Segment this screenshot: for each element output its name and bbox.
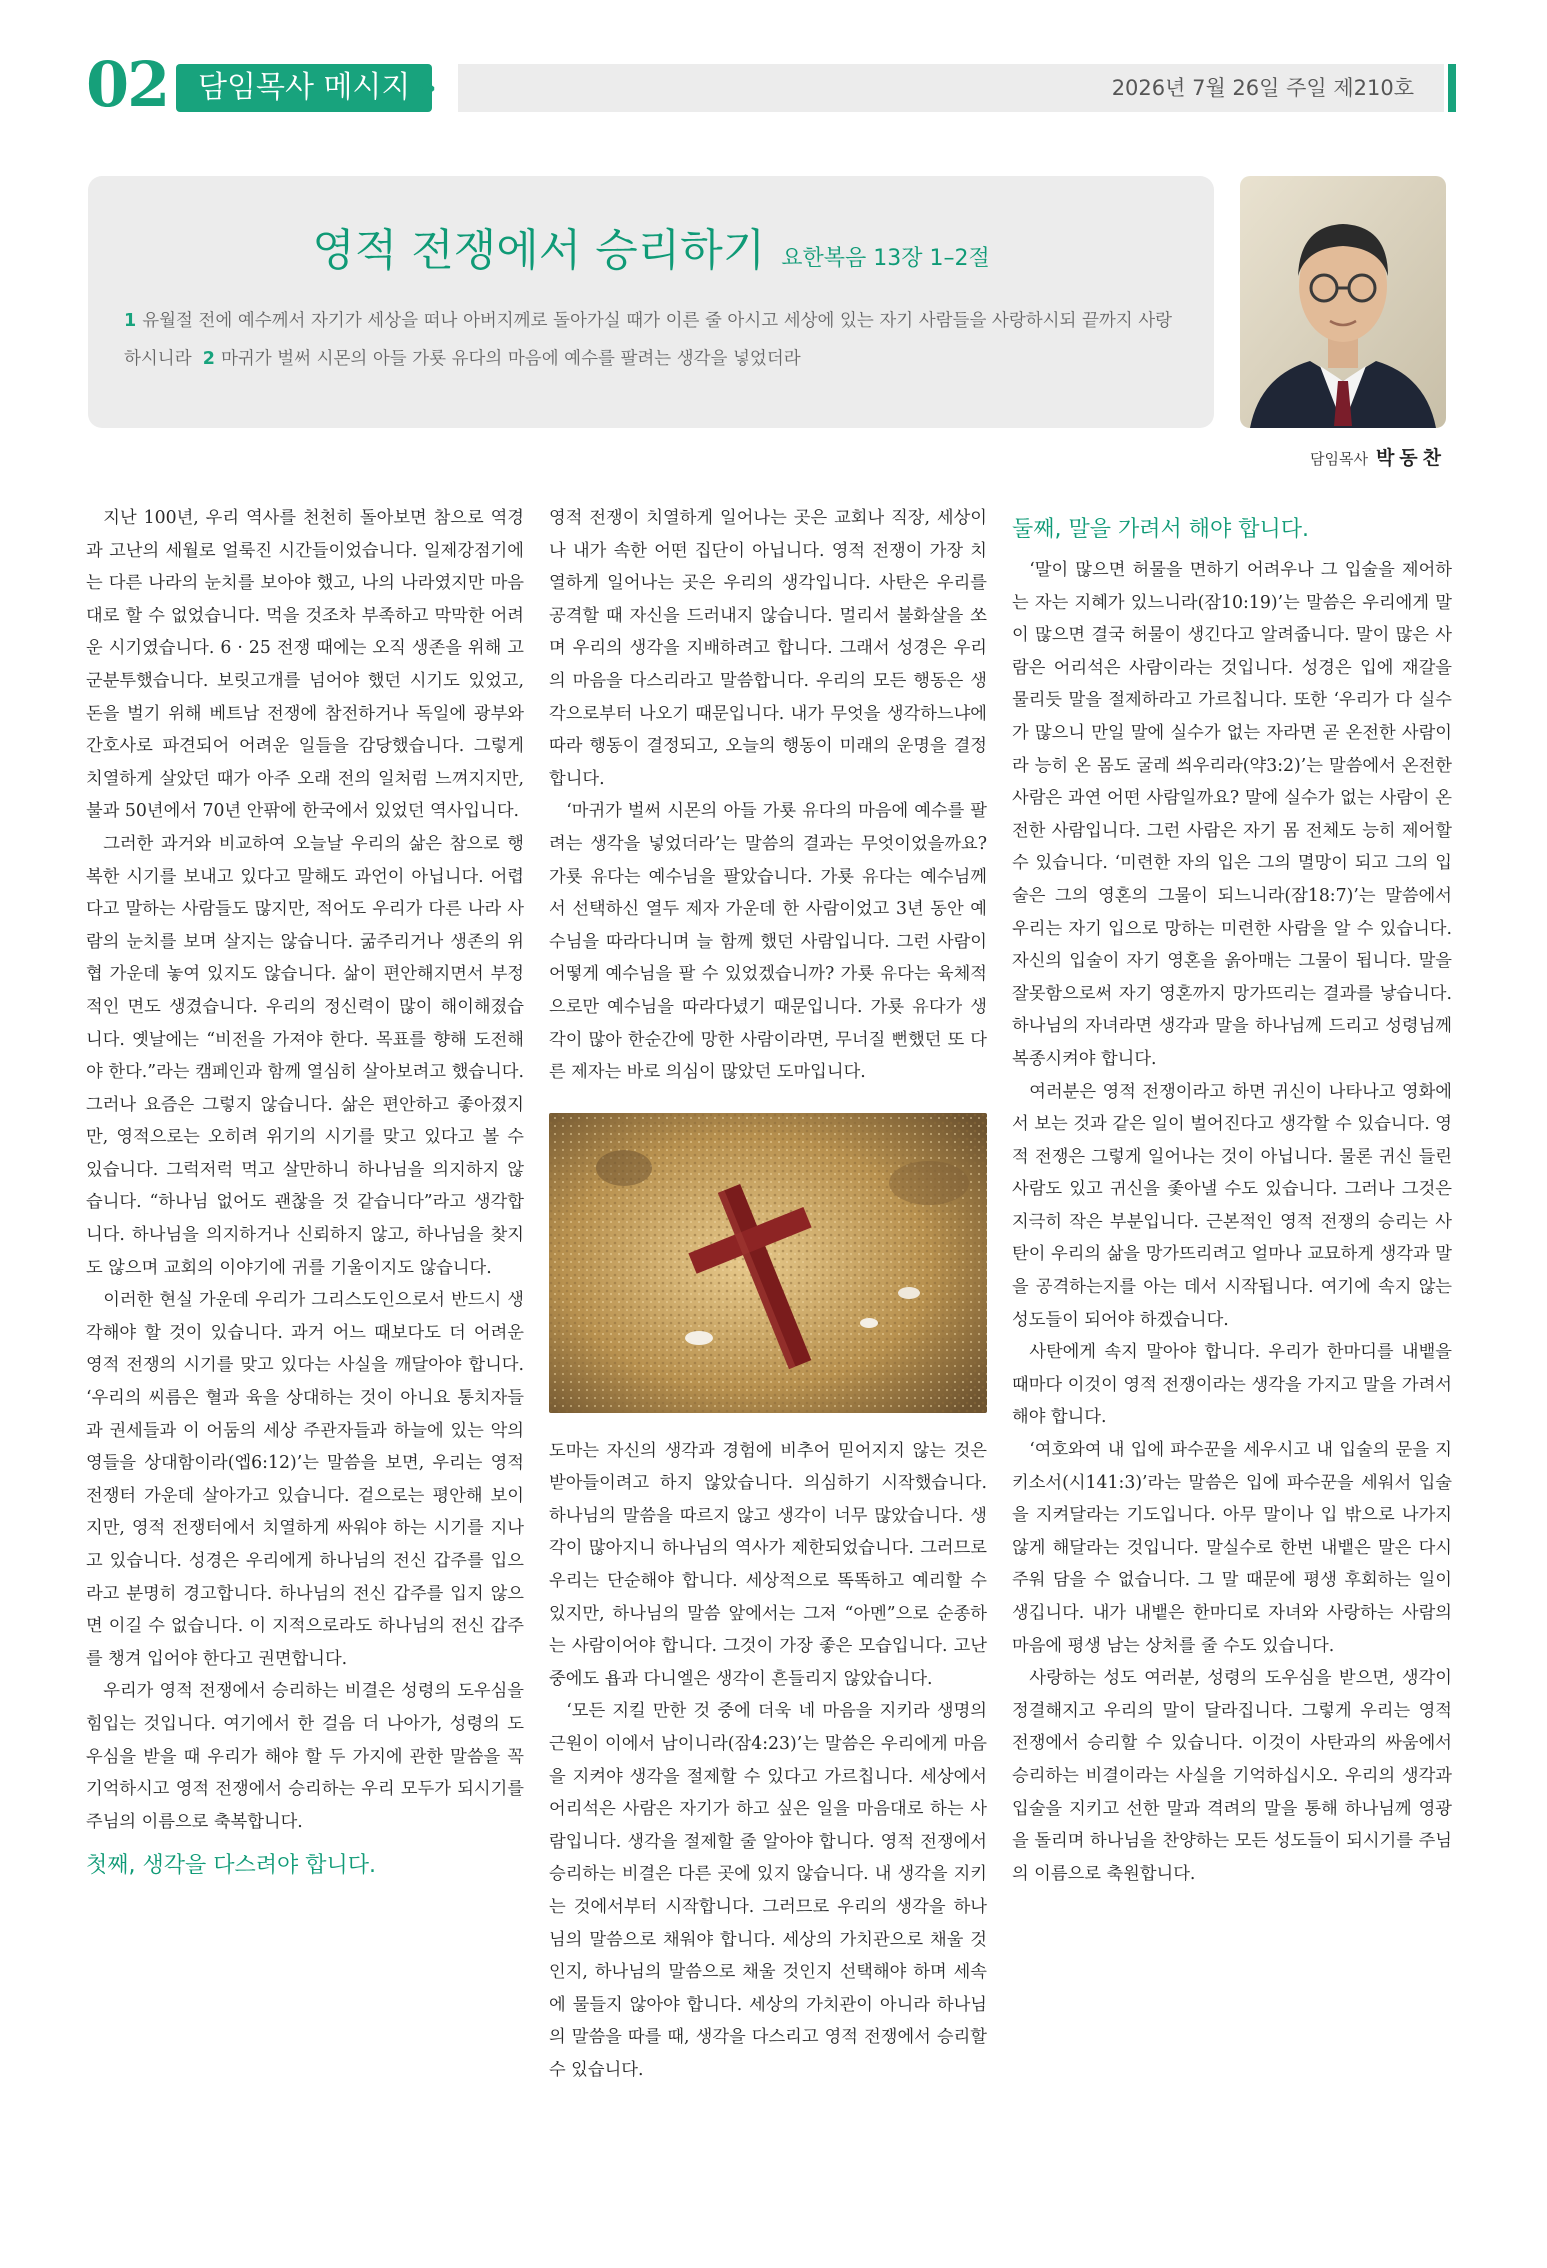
column-3	[1012, 502, 1452, 1890]
paragraph: 영적 전쟁이 치열하게 일어나는 곳은 교회나 직장, 세상이나 내가 속한 어떤 집단이 아닙니다. 영적 전쟁이 가장 치열하게 일어나는 곳은 우리의 생각입니다. 사탄은 우리를 공격할 때 자신을 드러내지 않습니다. 멀리서 불화살을 쏘며 우리의 생각을 지배하려고 합니다. 그래서 성경은 우리의 마음을 다스리라고 말씀합니다. 우리의 모든 행동은 생각으로부터 나오기 때문입니다. 내가 무엇을 생각하느냐에 따라 행동이 결정되고, 오늘의 행동이 미래의 운명을 결정합니다.	[549, 508, 987, 789]
column-1	[86, 502, 524, 1890]
sermon-heading	[88, 214, 1214, 278]
paragraph: 사랑하는 성도 여러분, 성령의 도우심을 받으면, 생각이 정결해지고 우리의 말이 달라집니다. 그렇게 우리는 영적 전쟁에서 승리할 수 있습니다. 이것이 사탄과의 싸움에서 승리하는 비결이라는 사실을 기억하십시오. 우리의 생각과 입술을 지키고 선한 말과 격려의 말을 통해 하나님께 영광을 돌리며 하나님을 찬양하는 모든 성도들이 되시기를 주님의 이름으로 축원합니다.	[1012, 1668, 1452, 1884]
sermon-title: 영적 전쟁에서 승리하기	[312, 225, 766, 276]
scripture-reference: 요한복음 13장 1–2절	[781, 246, 990, 271]
cross-in-sand-image	[549, 1113, 987, 1413]
verse-text: 마귀가 벌써 시몬의 아들 가룟 유다의 마음에 예수를 팔려는 생각을 넣었더라	[220, 349, 801, 369]
paragraph: 그러한 과거와 비교하여 오늘날 우리의 삶은 참으로 행복한 시기를 보내고 있다고 말해도 과언이 아닙니다. 어렵다고 말하는 사람들도 많지만, 적어도 우리가 다른 나라 사람의 눈치를 보며 살지는 않습니다. 굶주리거나 생존의 위협 가운데 놓여 있지도 않습니다. 삶이 편안해지면서 부정적인 면도 생겼습니다. 우리의 정신력이 많이 해이해졌습니다. 옛날에는 “비전을 가져야 한다. 목표를 향해 도전해야 한다.”라는 캠페인과 함께 열심히 살아보려고 했습니다. 그러나 요즘은 그렇지 않습니다. 삶은 편안하고 좋아졌지만, 영적으로는 오히려 위기의 시기를 맞고 있다고 볼 수 있습니다. 그럭저럭 먹고 살만하니 하나님을 의지하지 않습니다. “하나님 없어도 괜찮을 것 같습니다”라고 생각합니다. 하나님을 의지하거나 신뢰하지 않고, 하나님을 찾지도 않으며 교회의 이야기에 귀를 기울이지도 않습니다.	[86, 833, 524, 1278]
header-bar	[458, 64, 1444, 112]
pastor-name: 박동찬	[1375, 447, 1446, 469]
paragraph: 사탄에게 속지 말아야 합니다. 우리가 한마디를 내뱉을 때마다 이것이 영적 전쟁이라는 생각을 가지고 말을 가려서 해야 합니다.	[1012, 1342, 1452, 1428]
pastor-caption	[1240, 443, 1446, 470]
paragraph: 우리가 영적 전쟁에서 승리하는 비결은 성령의 도우심을 힘입는 것입니다. 여기에서 한 걸음 더 나아가, 성령의 도우심을 받을 때 우리가 해야 할 두 가지에 관한 말씀을 꼭 기억하시고 영적 전쟁에서 승리하는 우리 모두가 되시기를 주님의 이름으로 축복합니다.	[86, 1681, 524, 1832]
subheading-speech: 둘째, 말을 가려서 해야 합니다.	[1012, 517, 1309, 542]
paragraph: 여러분은 영적 전쟁이라고 하면 귀신이 나타나고 영화에서 보는 것과 같은 일이 벌어진다고 생각할 수 있습니다. 영적 전쟁은 그렇게 일어나는 것이 아닙니다. 물론 귀신 들린 사람도 있고 귀신을 좇아낼 수도 있습니다. 그러나 그것은 지극히 작은 부분입니다. 근본적인 영적 전쟁의 승리는 사탄이 우리의 삶을 망가뜨리려고 얼마나 교묘하게 생각과 말을 공격하는지를 아는 데서 시작됩니다. 여기에 속지 않는 성도들이 되어야 하겠습니다.	[1012, 1081, 1452, 1330]
scripture-verses	[124, 302, 1184, 378]
paragraph: ‘모든 지킬 만한 것 중에 더욱 네 마음을 지키라 생명의 근원이 이에서 남이니라(잠4:23)’는 말씀은 우리에게 마음을 지켜야 생각을 절제할 수 있다고 가르칩니다. 세상에서 어리석은 사람은 자기가 하고 싶은 일을 마음대로 하는 사람입니다. 생각을 절제할 줄 알아야 합니다. 영적 전쟁에서 승리하는 비결은 다른 곳에 있지 않습니다. 내 생각을 지키는 것에서부터 시작합니다. 그러므로 우리의 생각을 하나님의 말씀으로 채워야 합니다. 세상의 가치관으로 채울 것인지, 하나님의 말씀으로 채울 것인지 선택해야 하며 세속에 물들지 않아야 합니다. 세상의 가치관이 아니라 하나님의 말씀을 따를 때, 생각을 다스리고 영적 전쟁에서 승리할 수 있습니다.	[549, 1701, 987, 2080]
issue-date: 2026년 7월 26일 주일 제210호	[1111, 76, 1414, 100]
page-header	[86, 48, 1456, 121]
section-label: 담임목사 메시지	[176, 64, 432, 112]
paragraph: ‘여호와여 내 입에 파수꾼을 세우시고 내 입술의 문을 지키소서(시141:3)’라는 말씀은 입에 파수꾼을 세워서 입술을 지켜달라는 기도입니다. 아무 말이나 입 밖으로 나가지 않게 해달라는 것입니다. 말실수로 한번 내뱉은 말은 다시 주워 담을 수 없습니다. 그 말 때문에 평생 후회하는 일이 생깁니다. 내가 내뱉은 한마디로 자녀와 사랑하는 사람의 마음에 평생 남는 상처를 줄 수도 있습니다.	[1012, 1440, 1452, 1656]
verse-text: 유월절 전에 예수께서 자기가 세상을 떠나 아버지께로 돌아가실 때가 이른 줄 아시고 세상에 있는 자기 사람들을 사랑하시되 끝까지 사랑하시니라	[124, 311, 1173, 369]
scripture-box	[88, 176, 1214, 428]
paragraph: 도마는 자신의 생각과 경험에 비추어 믿어지지 않는 것은 받아들이려고 하지 않았습니다. 의심하기 시작했습니다. 하나님의 말씀을 따르지 않고 생각이 너무 많았습니다. 생각이 많아지니 하나님의 역사가 제한되었습니다. 그러므로 우리는 단순해야 합니다. 세상적으로 똑똑하고 예리할 수 있지만, 하나님의 말씀 앞에서는 그저 “아멘”으로 순종하는 사람이어야 합니다. 그것이 가장 좋은 모습입니다. 고난 중에도 욥과 다니엘은 생각이 흔들리지 않았습니다.	[549, 1440, 987, 1689]
header-accent	[1448, 64, 1456, 112]
paragraph: ‘말이 많으면 허물을 면하기 어려우나 그 입술을 제어하는 자는 지혜가 있느니라(잠10:19)’는 말씀은 우리에게 말이 많으면 결국 허물이 생긴다고 알려줍니다. 말이 많은 사람은 어리석은 사람이라는 것입니다. 성경은 입에 재갈을 물리듯 말을 절제하라고 가르칩니다. 또한 ‘우리가 다 실수가 많으니 만일 말에 실수가 없는 자라면 곧 온전한 사람이라 능히 온 몸도 굴레 씌우리라(약3:2)’는 말씀에서 온전한 사람은 과연 어떤 사람일까요? 말에 실수가 없는 사람이 온전한 사람입니다. 그런 사람은 자기 몸 전체도 능히 제어할 수 있습니다. ‘미련한 자의 입은 그의 멸망이 되고 그의 입술은 그의 영혼의 그물이 되느니라(잠18:7)’는 말씀에서 우리는 자기 입으로 망하는 미련한 사람을 알 수 있습니다. 자신의 입술이 자기 영혼을 옭아매는 그물이 됩니다. 말을 잘못함으로써 자기 영혼까지 망가뜨리는 결과를 낳습니다. 하나님의 자녀라면 생각과 말을 하나님께 드리고 성령님께 복종시켜야 합니다.	[1012, 560, 1452, 1069]
paragraph: 이러한 현실 가운데 우리가 그리스도인으로서 반드시 생각해야 할 것이 있습니다. 과거 어느 때보다도 더 어려운 영적 전쟁의 시기를 맞고 있다는 사실을 깨달아야 합니다. ‘우리의 씨름은 혈과 육을 상대하는 것이 아니요 통치자들과 권세들과 이 어둠의 세상 주관자들과 하늘에 있는 악의 영들을 상대함이라(엡6:12)’는 말씀을 보면, 우리는 영적 전쟁터 가운데 살아가고 있습니다. 겉으로는 평안해 보이지만, 영적 전쟁터에서 치열하게 싸워야 하는 시기를 지나고 있습니다. 성경은 우리에게 하나님의 전신 갑주를 입으라고 분명히 경고합니다. 하나님의 전신 갑주를 입지 않으면 이길 수 없습니다. 이 지적으로라도 하나님의 전신 갑주를 챙겨 입어야 한다고 권면합니다.	[86, 1290, 524, 1669]
paragraph: ‘마귀가 벌써 시몬의 아들 가룟 유다의 마음에 예수를 팔려는 생각을 넣었더라’는 말씀의 결과는 무엇이었을까요? 가룟 유다는 예수님을 팔았습니다. 가룟 유다는 예수님께서 선택하신 열두 제자 가운데 한 사람이었고 3년 동안 예수님을 따라다니며 늘 함께 했던 사람입니다. 그런 사람이 어떻게 예수님을 팔 수 있었겠습니까? 가룟 유다는 육체적으로만 예수님을 따라다녔기 때문입니다. 가룟 유다가 생각이 많아 한순간에 망한 사람이라면, 무너질 뻔했던 또 다른 제자는 바로 의심이 많았던 도마입니다.	[549, 801, 987, 1083]
pastor-role: 담임목사	[1309, 450, 1368, 468]
verse-number: 2	[202, 349, 215, 369]
paragraph: 지난 100년, 우리 역사를 천천히 돌아보면 참으로 역경과 고난의 세월로 얼룩진 시간들이었습니다. 일제강점기에는 다른 나라의 눈치를 보아야 했고, 나의 나라였지만 마음대로 할 수 없었습니다. 먹을 것조차 부족하고 막막한 어려운 시기였습니다. 6 · 25 전쟁 때에는 오직 생존을 위해 고군분투했습니다. 보릿고개를 넘어야 했던 시기도 있었고, 돈을 벌기 위해 베트남 전쟁에 참전하거나 독일에 광부와 간호사로 파견되어 어려운 일들을 감당했습니다. 그렇게 치열하게 살았던 때가 아주 오래 전의 일처럼 느껴지지만, 불과 50년에서 70년 안팎에 한국에서 있었던 역사입니다.	[86, 508, 524, 822]
verse-number: 1	[124, 311, 137, 331]
pastor-portrait	[1240, 176, 1446, 428]
column-2	[549, 502, 987, 2087]
chevron-right-icon: »	[416, 68, 429, 106]
page-number: 02	[86, 48, 169, 121]
subheading-thought: 첫째, 생각을 다스려야 합니다.	[86, 1853, 376, 1879]
